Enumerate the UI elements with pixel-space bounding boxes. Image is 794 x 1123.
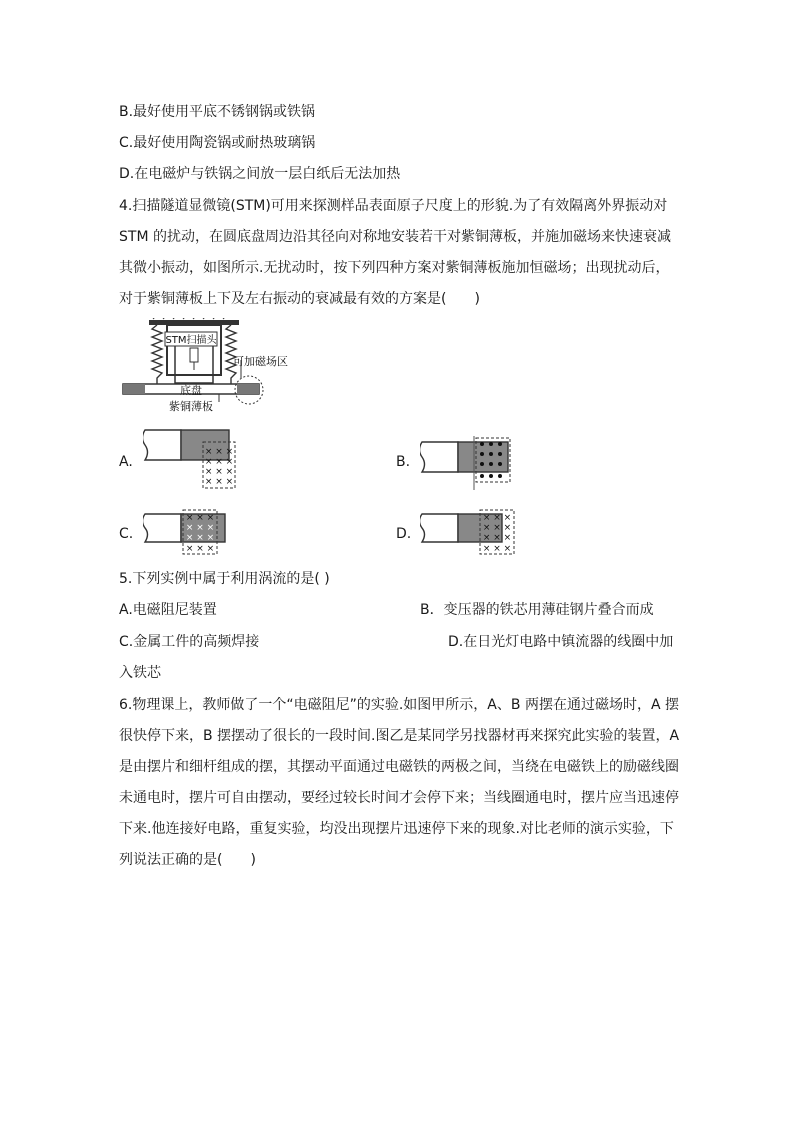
svg-text:× × ×: × × ×: [204, 467, 234, 477]
q6-stem-line-1: 6.物理课上，教师做了一个“电磁阻尼”的实验.如图甲所示，A、B 两摆在通过磁场时，A 摆: [119, 697, 679, 713]
svg-text:× × ×: × × ×: [185, 533, 215, 543]
q4-option-a-figure: [143, 428, 243, 492]
q4-stem-line-1: 4.扫描隧道显微镜(STM)可用来探测样品表面原子尺度上的形貌.为了有效隔离外界振动对: [119, 198, 668, 214]
q4-option-a-label: A.: [119, 454, 133, 470]
magnetic-zone-label: 可加磁场区: [233, 355, 288, 368]
q5-option-b: B．变压器的铁芯用薄硅钢片叠合而成: [420, 602, 654, 618]
q3-option-d: D.在电磁炉与铁锅之间放一层白纸后无法加热: [119, 166, 401, 182]
q5-option-a: A.电磁阻尼装置: [119, 602, 217, 618]
svg-text:× × ×: × × ×: [204, 477, 234, 487]
q4-stem-line-4: 对于紫铜薄板上下及左右振动的衰减最有效的方案是( ): [119, 291, 480, 307]
svg-text:× × ×: × × ×: [482, 513, 512, 523]
q5-option-c: C.金属工件的高频焊接: [119, 634, 260, 650]
base-label: 底盘: [180, 384, 202, 397]
q4-option-b-label: B.: [396, 454, 411, 470]
q4-option-d-label: D.: [396, 526, 412, 542]
q3-option-b: B.最好使用平底不锈钢锅或铁锅: [119, 104, 316, 120]
q4-option-c-figure: [143, 508, 243, 558]
svg-text:× × ×: × × ×: [482, 523, 512, 533]
q6-stem-line-4: 未通电时，摆片可自由摆动，要经过较长时间才会停下来；当线圈通电时，摆片应当迅速停: [119, 790, 679, 806]
q5-option-d-continued: 入铁芯: [119, 665, 161, 681]
svg-text:× × ×: × × ×: [204, 447, 234, 457]
q4-stem-line-2: STM 的扰动，在圆底盘周边沿其径向对称地安装若干对紫铜薄板，并施加磁场来快速衰减: [119, 229, 671, 245]
q6-stem-line-5: 下来.他连接好电路，重复实验，均没出现摆片迅速停下来的现象.对比老师的演示实验，下: [119, 821, 674, 837]
q5-stem: 5.下列实例中属于利用涡流的是( ): [119, 571, 330, 587]
q5-option-d: D.在日光灯电路中镇流器的线圈中加: [448, 634, 674, 650]
q6-stem-line-3: 是由摆片和细杆组成的摆，其摆动平面通过电磁铁的两极之间，当绕在电磁铁上的励磁线圈: [119, 759, 679, 775]
stm-head-label: STM扫描头: [165, 335, 217, 346]
q4-option-d-figure: [420, 508, 520, 558]
svg-text:× × ×: × × ×: [204, 457, 234, 467]
q4-option-c-label: C.: [119, 526, 134, 542]
svg-text:× × ×: × × ×: [185, 513, 215, 523]
q3-option-c: C.最好使用陶瓷锅或耐热玻璃锅: [119, 135, 316, 151]
stm-figure: [119, 318, 309, 418]
svg-text:× × ×: × × ×: [482, 533, 512, 543]
q6-stem-line-6: 列说法正确的是( ): [119, 852, 256, 868]
copper-plate-label: 紫铜薄板: [169, 400, 213, 413]
svg-text:× × ×: × × ×: [185, 523, 215, 533]
q4-option-b-figure: [420, 436, 520, 492]
svg-text:× × ×: × × ×: [185, 544, 215, 554]
q6-stem-line-2: 很快停下来，B 摆摆动了很长的一段时间.图乙是某同学另找器材再来探究此实验的装置，A: [119, 728, 680, 744]
q4-stem-line-3: 其微小振动，如图所示.无扰动时，按下列四种方案对紫铜薄板施加恒磁场；出现扰动后，: [119, 260, 670, 276]
svg-text:× × ×: × × ×: [482, 544, 512, 554]
